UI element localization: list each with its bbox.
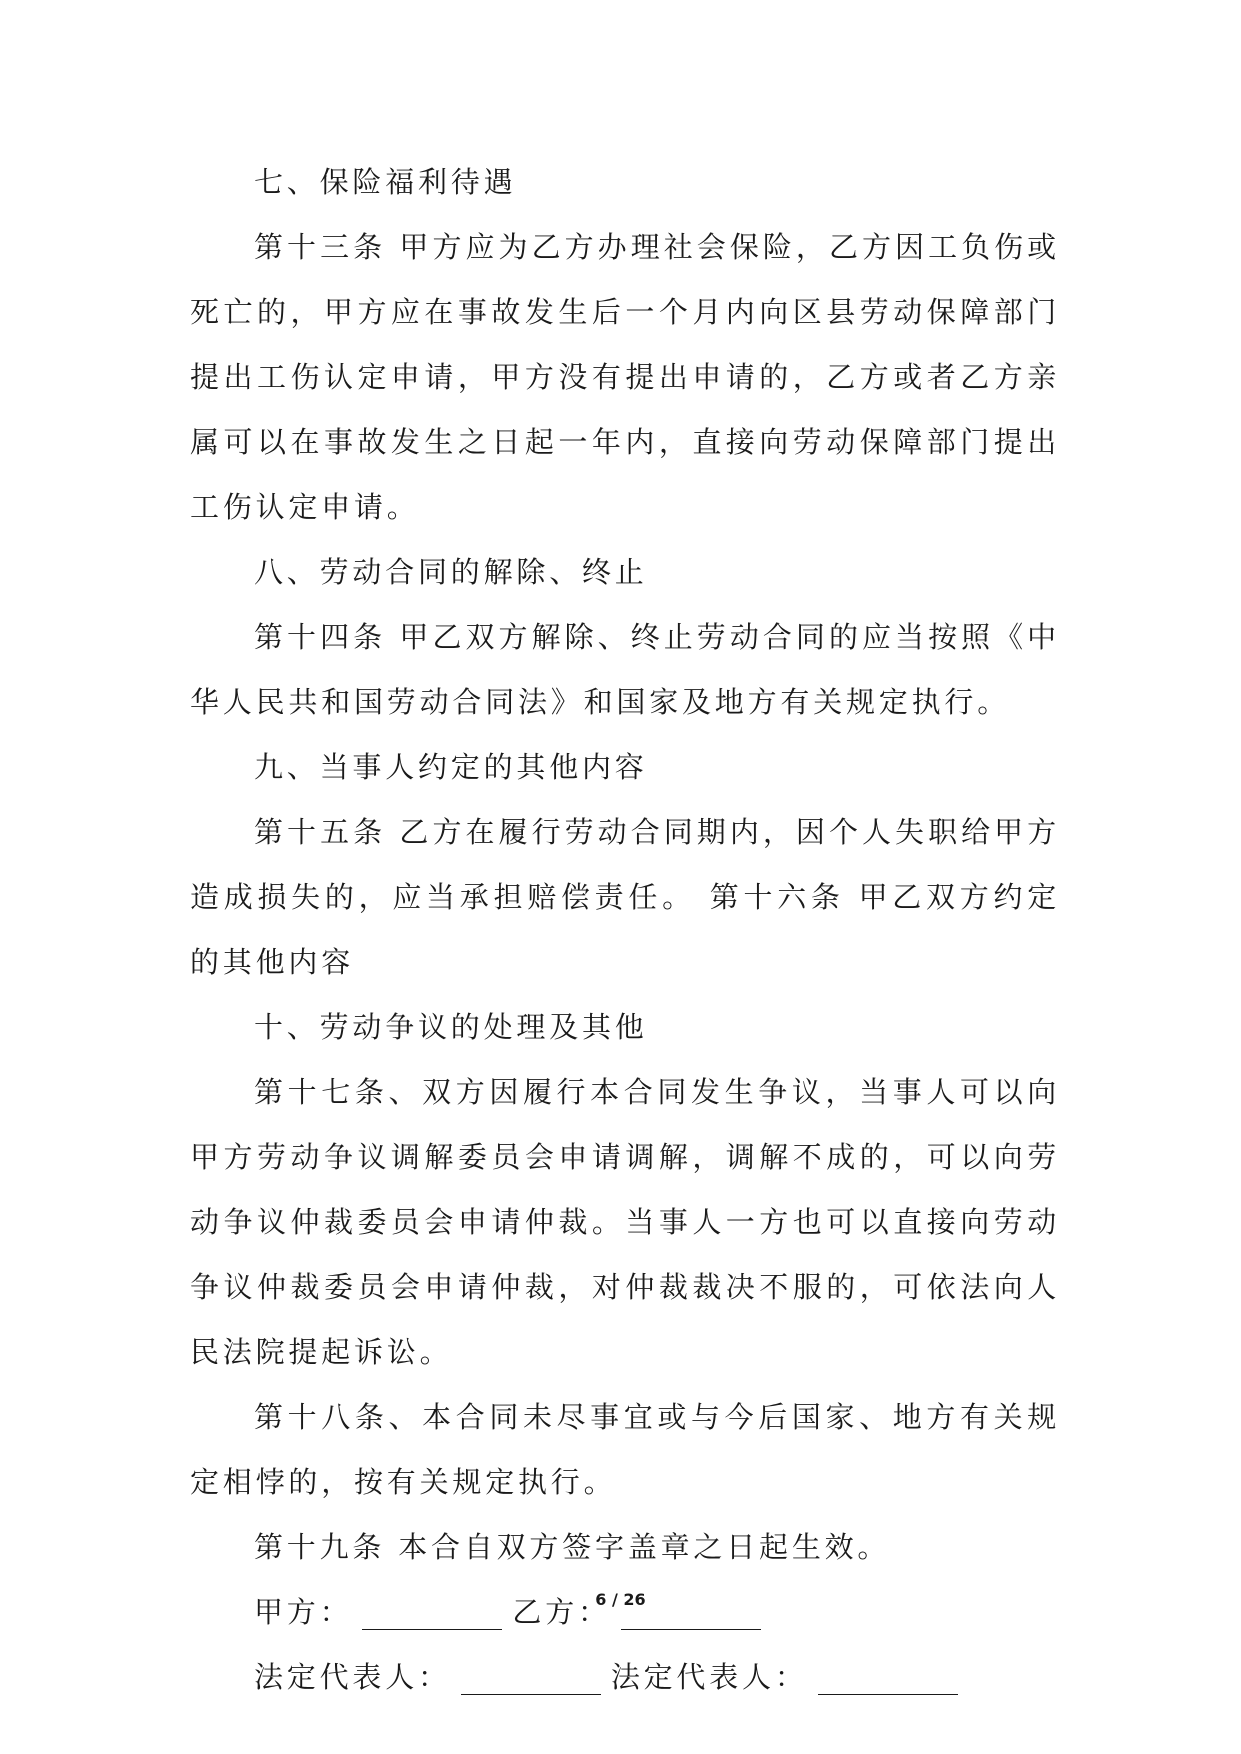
section-heading-disputes: 十、劳动争议的处理及其他 xyxy=(254,1010,648,1044)
section-heading-other-terms: 九、当事人约定的其他内容 xyxy=(254,750,648,784)
page-number: 6 / 26 xyxy=(595,1590,646,1609)
article-19: 第十九条 本合自双方签字盖章之日起生效。 xyxy=(254,1530,891,1564)
party-b-label: 乙方： xyxy=(512,1595,611,1629)
rep-a-blank[interactable] xyxy=(461,1664,601,1695)
article-15-16: 第十五条 乙方在履行劳动合同期内，因个人失职给甲方造成损失的，应当承担赔偿责任。 第十六条 甲乙双方约定的其他内容 xyxy=(190,815,1060,979)
article-13: 第十三条 甲方应为乙方办理社会保险，乙方因工负伤或死亡的，甲方应在事故发生后一个月内向区县劳动保障部门提出工伤认定申请，甲方没有提出申请的，乙方或者乙方亲属可以在事故发生之日起一年内，直接向劳动保障部门提出工伤认定申请。 xyxy=(190,230,1060,524)
rep-b-label: 法定代表人： xyxy=(610,1660,808,1694)
article-14: 第十四条 甲乙双方解除、终止劳动合同的应当按照《中华人民共和国劳动合同法》和国家及地方有关规定执行。 xyxy=(190,620,1060,719)
section-heading-termination: 八、劳动合同的解除、终止 xyxy=(254,555,648,589)
rep-b-blank[interactable] xyxy=(818,1664,958,1695)
article-18: 第十八条、本合同未尽事宜或与今后国家、地方有关规定相悖的，按有关规定执行。 xyxy=(190,1400,1060,1499)
party-a-label: 甲方： xyxy=(254,1595,353,1629)
article-17: 第十七条、双方因履行本合同发生争议，当事人可以向甲方劳动争议调解委员会申请调解，调解不成的，可以向劳动争议仲裁委员会申请仲裁。当事人一方也可以直接向劳动争议仲裁委员会申请仲裁，对仲裁裁决不服的，可依法向人民法院提起诉讼。 xyxy=(190,1075,1060,1369)
representative-signature-line xyxy=(190,1645,1060,1710)
document-body xyxy=(190,150,1060,1710)
section-heading-insurance: 七、保险福利待遇 xyxy=(254,165,517,199)
rep-a-label: 法定代表人： xyxy=(254,1660,451,1694)
